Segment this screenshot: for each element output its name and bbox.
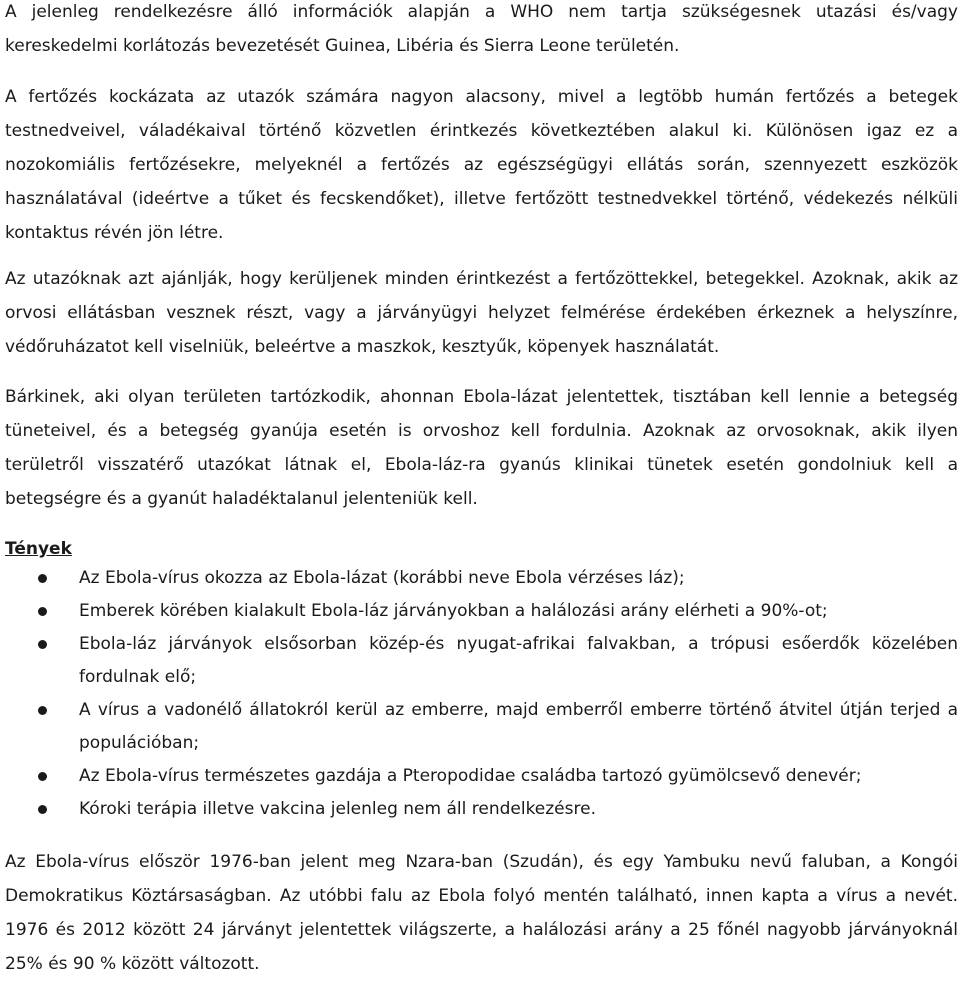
list-item bbox=[5, 760, 958, 793]
list-item-text: Emberek körében kialakult Ebola-láz járványokban a halálozási arány elérheti a 90%-ot; bbox=[79, 601, 828, 621]
bullet-icon bbox=[38, 640, 47, 649]
list-item-text: A vírus a vadonélő állatokról kerül az emberre, majd emberről emberre történő átvitel útján terjed a populációban; bbox=[79, 700, 958, 753]
paragraph-traveler-advice: Az utazóknak azt ajánlják, hogy kerüljenek minden érintkezést a fertőzöttekkel, betegekkel. Azoknak, akik az orvosi ellátásban vesznek részt, vagy a járványügyi helyzet felmérése érdekében érkeznek a helyszínre, védőruházatot kell viselniük, beleértve a maszkok, kesztyűk, köpenyek használatát. bbox=[5, 269, 958, 357]
facts-list bbox=[5, 562, 958, 826]
bullet-icon bbox=[38, 706, 47, 715]
bullet-icon bbox=[38, 805, 47, 814]
list-item-text: Ebola-láz járványok elsősorban közép-és nyugat-afrikai falvakban, a trópusi esőerdők közelében fordulnak elő; bbox=[79, 634, 958, 687]
paragraph-infection-risk: A fertőzés kockázata az utazók számára nagyon alacsony, mivel a legtöbb humán fertőzés a betegek testnedveivel, váladékaival történő közvetlen érintkezés következtében alakul ki. Különösen igaz ez a nozokomiális fertőzésekre, melyeknél a fertőzés az egészségügyi ellátás során, szennyezett eszközök használatával (ideértve a tűket és fecskendőket), illetve fertőzött testnedvekkel történő, védekezés nélküli kontaktus révén jön létre. bbox=[5, 87, 958, 243]
paragraph-symptom-awareness: Bárkinek, aki olyan területen tartózkodik, ahonnan Ebola-lázat jelentettek, tisztában kell lennie a betegség tüneteivel, és a betegség gyanúja esetén is orvoshoz kell fordulnia. Azoknak az orvosoknak, akik ilyen területről visszatérő utazókat látnak el, Ebola-láz-ra gyanús klinikai tünetek esetén gondolniuk kell a betegségre és a gyanút haladéktalanul jelenteniük kell. bbox=[5, 387, 958, 509]
list-item-text: Az Ebola-vírus természetes gazdája a Pteropodidae családba tartozó gyümölcsevő denevér; bbox=[79, 766, 862, 786]
list-item bbox=[5, 562, 958, 595]
paragraph-ebola-history: Az Ebola-vírus először 1976-ban jelent meg Nzara-ban (Szudán), és egy Yambuku nevű faluban, a Kongói Demokratikus Köztársaságban. Az utóbbi falu az Ebola folyó mentén található, innen kapta a vírus a nevét. 1976 és 2012 között 24 járványt jelentettek világszerte, a halálozási arány a 25 főnél nagyobb járványoknál 25% és 90 % között változott. bbox=[5, 852, 958, 974]
list-item bbox=[5, 793, 958, 826]
facts-heading: Tények bbox=[5, 539, 72, 559]
bullet-icon bbox=[38, 607, 47, 616]
list-item bbox=[5, 694, 958, 760]
bullet-icon bbox=[38, 772, 47, 781]
list-item bbox=[5, 628, 958, 694]
list-item bbox=[5, 595, 958, 628]
paragraph-who-restrictions: A jelenleg rendelkezésre álló információk alapján a WHO nem tartja szükségesnek utazási és/vagy kereskedelmi korlátozás bevezetését Guinea, Libéria és Sierra Leone területén. bbox=[5, 2, 958, 56]
bullet-icon bbox=[38, 574, 47, 583]
list-item-text: Kóroki terápia illetve vakcina jelenleg nem áll rendelkezésre. bbox=[79, 799, 596, 819]
list-item-text: Az Ebola-vírus okozza az Ebola-lázat (korábbi neve Ebola vérzéses láz); bbox=[79, 568, 685, 588]
